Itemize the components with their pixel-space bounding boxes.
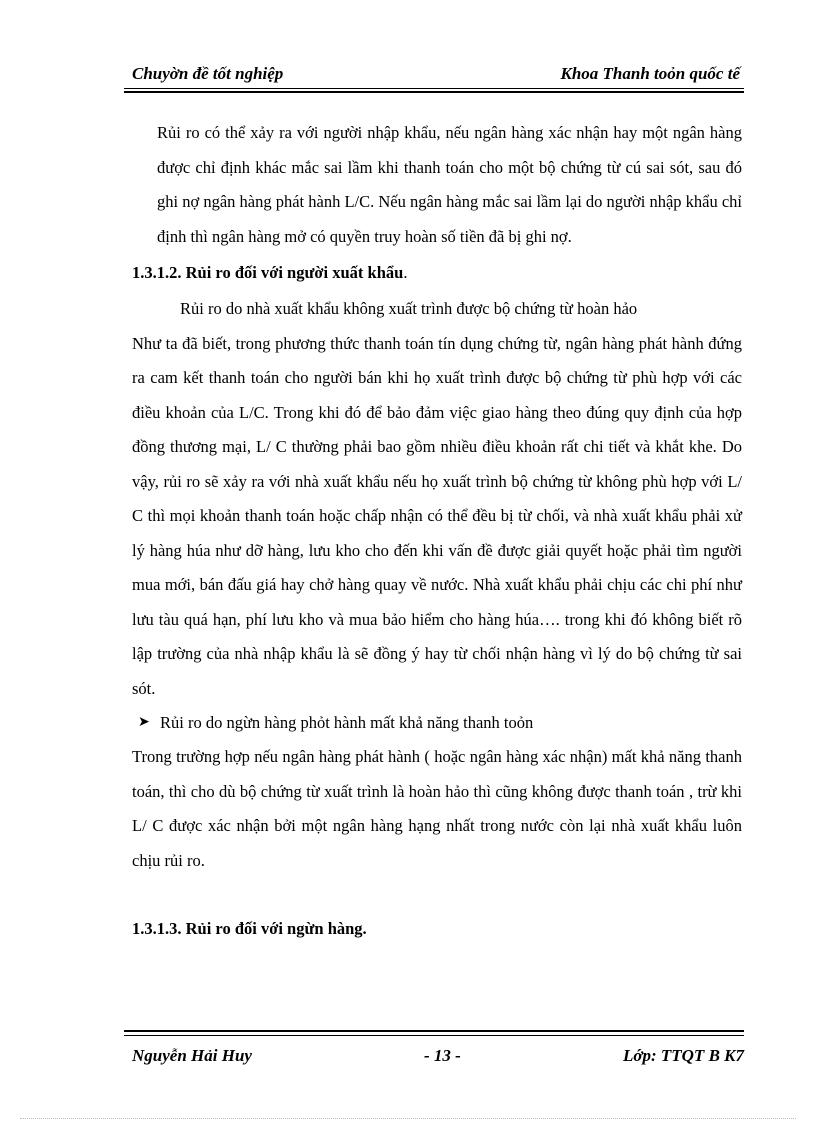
paragraph-importer-risk: Rủi ro có thể xảy ra với người nhập khẩu, nếu ngân hàng xác nhận hay một ngân hàng được chỉ định khác mắc sai lầm khi thanh toán cho một bộ chứng từ cú sai sót, sau đó ghi nợ ngân hàng phát hành L/C. Nếu ngân hàng mắc sai lầm lại do người nhập khẩu chỉ định thì ngân hàng mở có quyền truy hoàn số tiền đã bị ghi nợ. xyxy=(157,123,742,246)
bullet-issuing-bank-risk xyxy=(132,706,742,740)
header-department: Khoa Thanh toỏn quốc tế xyxy=(560,64,740,83)
page-bottom-dotted-line xyxy=(20,1118,796,1119)
section-heading-exporter-risk xyxy=(132,256,742,290)
paragraph-exporter-risk: Như ta đã biết, trong phương thức thanh toán tín dụng chứng từ, ngân hàng phát hành đứng ra cam kết thanh toán cho người bán khi họ xuất trình được bộ chứng từ phù hợp với các điều khoản của L/C. Trong khi đó để bảo đảm việc giao hàng theo đúng quy định của hợp đồng thương mại, L/ C thường phải bao gồm nhiều điều khoản rất chi tiết và khắt khe. Do vậy, rủi ro sẽ xảy ra với nhà xuất khẩu nếu họ xuất trình bộ chứng từ không phù hợp với L/ C thì mọi khoản thanh toán hoặc chấp nhận có thể đều bị từ chối, và nhà xuất khẩu phải xử lý hàng húa như dỡ hàng, lưu kho cho đến khi vấn đề được giải quyết hoặc phải tìm người mua mới, bán đấu giá hay chở hàng quay về nước. Nhà xuất khẩu phải chịu các chi phí như lưu tàu quá hạn, phí lưu kho và mua bảo hiểm cho hàng húa…. trong khi đó không biết rõ lập trường của nhà nhập khẩu là sẽ đồng ý hay từ chối nhận hàng vì lý do bộ chứng từ sai sót. xyxy=(132,333,742,698)
bullet-issuing-bank-risk-text: Rủi ro do ngừn hàng phỏt hành mất khả năng thanh toỏn xyxy=(160,713,534,732)
header-rule-thick xyxy=(124,91,744,93)
header-title: Chuyờn đề tốt nghiệp xyxy=(132,64,284,83)
page-footer xyxy=(124,1046,744,1076)
page-body xyxy=(132,116,742,946)
footer-page-number: - 13 - xyxy=(424,1046,461,1065)
footer-rule-thick xyxy=(124,1030,744,1032)
section-heading-bank-risk: 1.3.1.3. Rủi ro đối với ngừn hàng. xyxy=(132,919,367,938)
paragraph-bank-insolvency: Trong trường hợp nếu ngân hàng phát hành ( hoặc ngân hàng xác nhận) mất khả năng thanh toán, thì cho dù bộ chứng từ xuất trình là hoàn hảo thì cũng không được thanh toán , trừ khi L/ C được xác nhận bởi một ngân hàng hạng nhất trong nước còn lại nhà xuất khẩu luôn chịu rủi ro. xyxy=(132,747,742,870)
footer-rule-thin xyxy=(124,1035,744,1036)
arrowhead-bullet-icon: ➤ xyxy=(138,715,150,730)
section-heading-exporter-risk-text: 1.3.1.2. Rủi ro đối với người xuất khẩu xyxy=(132,263,404,282)
page-header xyxy=(124,60,742,90)
section-heading-exporter-risk-dot: . xyxy=(403,263,408,282)
footer-author: Nguyễn Hải Huy xyxy=(132,1046,252,1065)
subheading-document-risk: Rủi ro do nhà xuất khẩu không xuất trình được bộ chứng từ hoàn hảo xyxy=(180,299,638,318)
header-rule-thin xyxy=(124,88,744,89)
footer-class: Lớp: TTQT B K7 xyxy=(622,1046,744,1065)
